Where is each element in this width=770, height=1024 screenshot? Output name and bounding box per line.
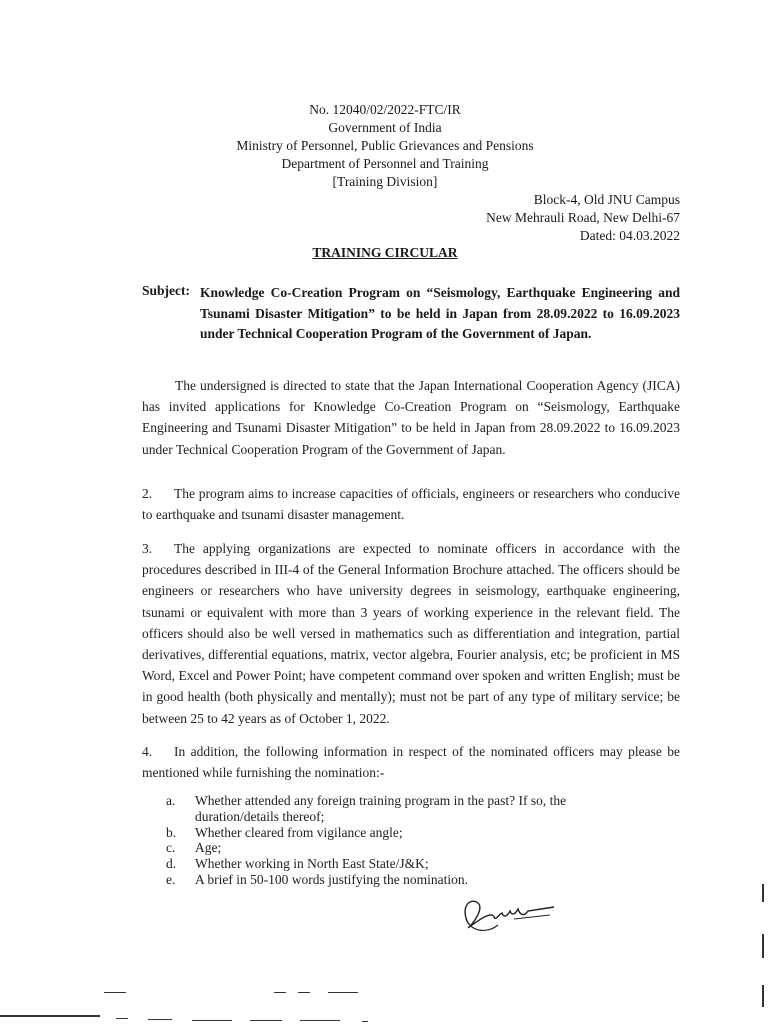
department-line: Department of Personnel and Training	[281, 156, 489, 171]
paragraph-2-text: The program aims to increase capacities of officials, engineers or researchers who conducive to earthquake and tsunami disaster management.	[142, 486, 680, 523]
list-item: e. A brief in 50-100 words justifying the nomination.	[166, 871, 468, 887]
scan-artifact	[116, 1018, 128, 1019]
scan-artifact	[300, 1020, 340, 1021]
reference-number: No. 12040/02/2022-FTC/IR	[309, 102, 461, 117]
paragraph-4-number: 4.	[142, 744, 153, 759]
paragraph-3-number: 3.	[142, 541, 153, 556]
list-item: a. Whether attended any foreign training program in the past? If so, the duration/details thereof;	[166, 793, 567, 824]
address-line-1: Block-4, Old JNU Campus	[533, 192, 680, 207]
subject-text: Knowledge Co-Creation Program on “Seismology, Earthquake Engineering and Tsunami Disaster Mitigation” to be held in Japan from 28.09.2022 to 16.09.2023 under Technical Cooperation Program of the Government of Japan.	[200, 285, 680, 341]
scan-edge-mark	[762, 884, 764, 902]
scan-edge-mark	[762, 985, 764, 1007]
ministry-line: Ministry of Personnel, Public Grievances and Pensions	[236, 138, 534, 153]
list-item: c. Age;	[166, 840, 222, 856]
signature	[458, 893, 558, 935]
scan-artifact	[0, 1015, 100, 1017]
date-line: Dated: 04.03.2022	[579, 228, 680, 243]
paragraph-4	[142, 741, 680, 783]
address-line-2: New Mehrauli Road, New Delhi-67	[486, 210, 680, 225]
paragraph-3	[142, 538, 680, 729]
list-item: b. Whether cleared from vigilance angle;	[166, 824, 403, 840]
paragraph-2-number: 2.	[142, 486, 153, 501]
paragraph-4-text: In addition, the following information in respect of the nominated officers may please be mentioned while furnishing the nomination:-	[142, 744, 680, 781]
scan-artifact	[328, 992, 358, 993]
circular-title: TRAINING CIRCULAR	[312, 245, 458, 260]
scan-edge-mark	[762, 934, 764, 958]
division-line: [Training Division]	[332, 174, 438, 189]
scan-artifact	[298, 992, 310, 993]
list-item: d. Whether working in North East State/J&K;	[166, 856, 429, 872]
subject-label: Subject:	[142, 283, 190, 298]
scan-artifact	[250, 1020, 282, 1021]
paragraph-3-text: The applying organizations are expected to nominate officers in accordance with the procedures described in III-4 of the General Information Brochure attached. The officers should be engineers or researchers who have university degrees in seismology, earthquake engineering, tsunami or equivalent with more than 3 years of working experience in the relevant field. The officers should also be well versed in mathematics such as differentiation and integration, partial derivatives, differential equations, matrix, vector algebra, Fourier analysis, etc; be proficient in MS Word, Excel and Power Point; have competent command over spoken and written English; must be in good health (both physically and mentally); must not be part of any type of military service; be between 25 to 42 years as of October 1, 2022.	[142, 541, 680, 726]
government-line: Government of India	[328, 120, 442, 135]
scan-artifact	[362, 1021, 368, 1022]
information-list	[166, 793, 606, 888]
scan-artifact	[274, 992, 286, 993]
scan-artifact	[148, 1019, 172, 1020]
paragraph-1-text: The undersigned is directed to state that the Japan International Cooperation Agency (JICA) has invited applications for Knowledge Co-Creation Program on “Seismology, Earthquake Engineering and Tsunami Disaster Mitigation” to be held in Japan from 28.09.2022 to 16.09.2023 under Technical Cooperation Program of the Government of Japan.	[142, 378, 680, 457]
paragraph-1	[142, 375, 680, 460]
scan-artifact	[104, 992, 126, 993]
paragraph-2	[142, 483, 680, 525]
scan-artifact	[192, 1020, 232, 1021]
